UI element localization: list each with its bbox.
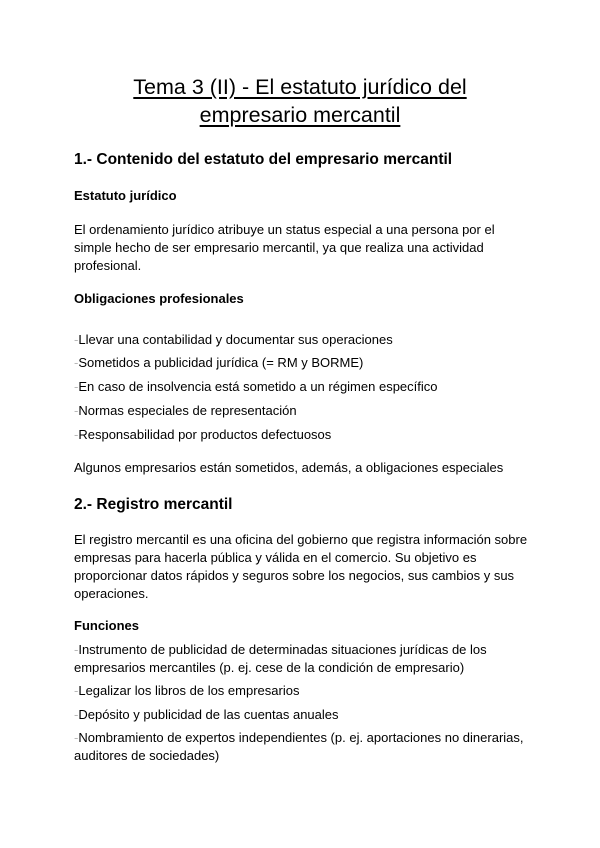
list-item-text: Nombramiento de expertos independientes (p. ej. aportaciones no dinerarias, auditores de sociedades)	[74, 730, 524, 763]
estatuto-juridico-paragraph: El ordenamiento jurídico atribuye un status especial a una persona por el simple hecho de ser empresario mercantil, ya que realiza una actividad profesional.	[74, 222, 495, 273]
list-item	[74, 426, 534, 444]
list-item-text: Depósito y publicidad de las cuentas anuales	[78, 707, 339, 722]
title-line-2: empresario mercantil	[199, 103, 401, 127]
list-item-text: Normas especiales de representación	[78, 403, 297, 418]
list-item	[74, 729, 534, 765]
obligaciones-heading: Obligaciones profesionales	[74, 291, 244, 306]
bullet-dash: -	[74, 730, 79, 745]
bullet-dash: -	[74, 403, 79, 418]
bullet-dash: -	[74, 707, 79, 722]
bullet-dash: -	[74, 332, 79, 347]
document-title	[60, 73, 540, 129]
section-2-heading: 2.- Registro mercantil	[74, 496, 233, 513]
list-item	[74, 354, 534, 372]
estatuto-juridico-heading: Estatuto jurídico	[74, 188, 177, 203]
list-item-text: Responsabilidad por productos defectuosos	[78, 427, 332, 442]
obligaciones-note: Algunos empresarios están sometidos, además, a obligaciones especiales	[74, 460, 504, 475]
list-item	[74, 706, 534, 724]
bullet-dash: -	[74, 355, 79, 370]
list-item	[74, 402, 534, 420]
section-1-heading: 1.- Contenido del estatuto del empresario mercantil	[74, 151, 453, 168]
bullet-dash: -	[74, 642, 79, 657]
list-item-text: Instrumento de publicidad de determinadas situaciones jurídicas de los empresarios mercantiles (p. ej. cese de la condición de empresario)	[74, 642, 487, 675]
bullet-dash: -	[74, 427, 79, 442]
funciones-heading: Funciones	[74, 618, 140, 633]
list-item-text: Llevar una contabilidad y documentar sus operaciones	[78, 332, 393, 347]
list-item-text: Legalizar los libros de los empresarios	[78, 683, 300, 698]
list-item-text: Sometidos a publicidad jurídica (= RM y BORME)	[78, 355, 364, 370]
list-item	[74, 641, 534, 677]
list-item	[74, 331, 534, 349]
list-item-text: En caso de insolvencia está sometido a un régimen específico	[78, 379, 438, 394]
list-item	[74, 378, 534, 396]
bullet-dash: -	[74, 683, 79, 698]
registro-mercantil-paragraph: El registro mercantil es una oficina del gobierno que registra información sobre empresas para hacerla pública y válida en el comercio. Su objetivo es proporcionar datos rápidos y seguros sobre los negocios, sus cambios y sus operaciones.	[74, 532, 528, 601]
list-item	[74, 682, 534, 700]
bullet-dash: -	[74, 379, 79, 394]
title-line-1: Tema 3 (II) - El estatuto jurídico del	[133, 75, 467, 99]
